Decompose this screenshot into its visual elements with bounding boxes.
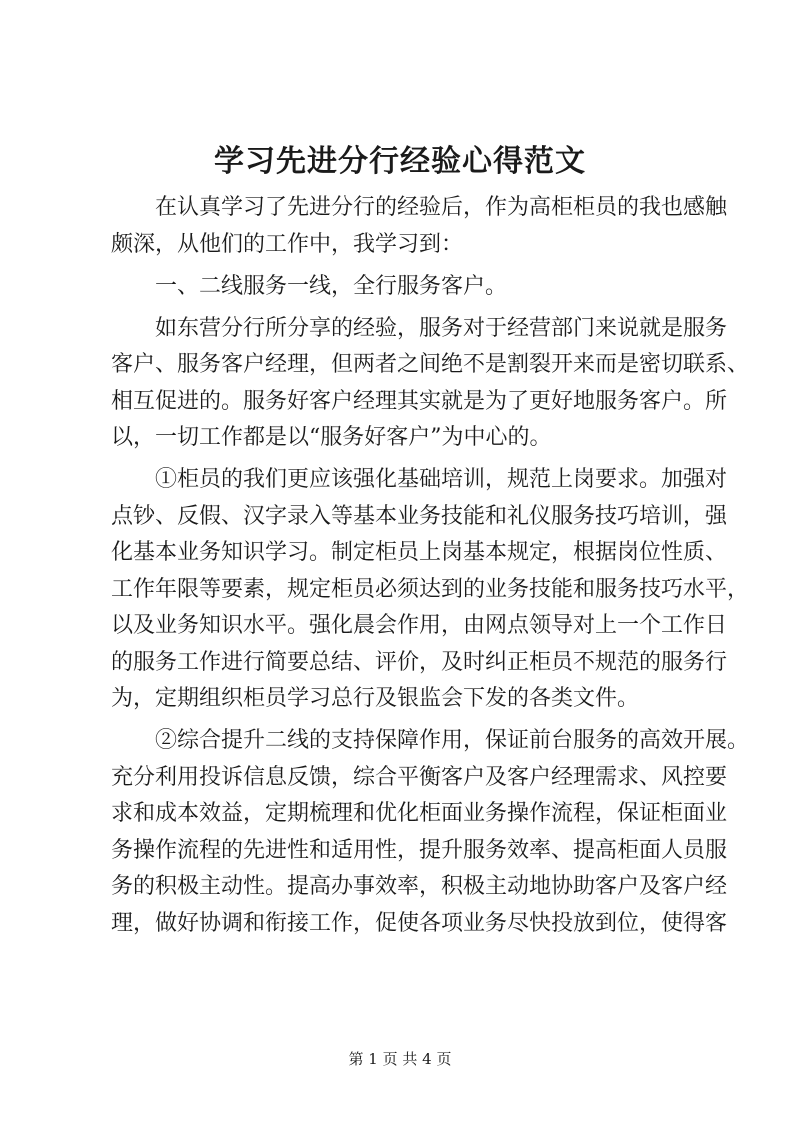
- paragraph-line: ①柜员的我们更应该强化基础培训，规范上岗要求。加强对: [155, 467, 728, 492]
- page-footer: 第 1 页 共 4 页: [348, 1050, 452, 1068]
- paragraph-line: 一、二线服务一线，全行服务客户。: [155, 274, 508, 299]
- paragraph-line: 充分利用投诉信息反馈，综合平衡客户及客户经理需求、风控要: [111, 765, 728, 790]
- paragraph-line: 务的积极主动性。提高办事效率，积极主动地协助客户及客户经: [111, 874, 728, 899]
- paragraph-line: 工作年限等要素，规定柜员必须达到的业务技能和服务技巧水平，: [111, 577, 750, 602]
- paragraph-line: 化基本业务知识学习。制定柜员上岗基本规定，根据岗位性质、: [111, 540, 728, 565]
- paragraph-line: 颇深，从他们的工作中，我学习到：: [111, 232, 464, 257]
- paragraph-line: 点钞、反假、汉字录入等基本业务技能和礼仪服务技巧培训，强: [111, 504, 728, 529]
- document-title: 学习先进分行经验心得范文: [214, 144, 586, 179]
- paragraph-line: 理，做好协调和衔接工作，促使各项业务尽快投放到位，使得客: [111, 911, 728, 936]
- paragraph-line: 以，一切工作都是以“服务好客户”为中心的。: [111, 425, 552, 450]
- paragraph-line: 务操作流程的先进性和适用性，提升服务效率、提高柜面人员服: [111, 838, 728, 863]
- paragraph-line: 客户、服务客户经理，但两者之间绝不是割裂开来而是密切联系、: [111, 352, 750, 377]
- paragraph-line: 的服务工作进行简要总结、评价，及时纠正柜员不规范的服务行: [111, 650, 728, 675]
- paragraph-line: 在认真学习了先进分行的经验后，作为高柜柜员的我也感触: [155, 195, 728, 220]
- paragraph-line: ②综合提升二线的支持保障作用，保证前台服务的高效开展。: [155, 728, 750, 753]
- paragraph-line: 如东营分行所分享的经验，服务对于经营部门来说就是服务: [155, 316, 728, 341]
- paragraph-line: 相互促进的。服务好客户经理其实就是为了更好地服务客户。所: [111, 389, 728, 414]
- paragraph-line: 为，定期组织柜员学习总行及银监会下发的各类文件。: [111, 686, 640, 711]
- paragraph-line: 求和成本效益，定期梳理和优化柜面业务操作流程，保证柜面业: [111, 801, 728, 826]
- paragraph-line: 以及业务知识水平。强化晨会作用，由网点领导对上一个工作日: [111, 613, 728, 638]
